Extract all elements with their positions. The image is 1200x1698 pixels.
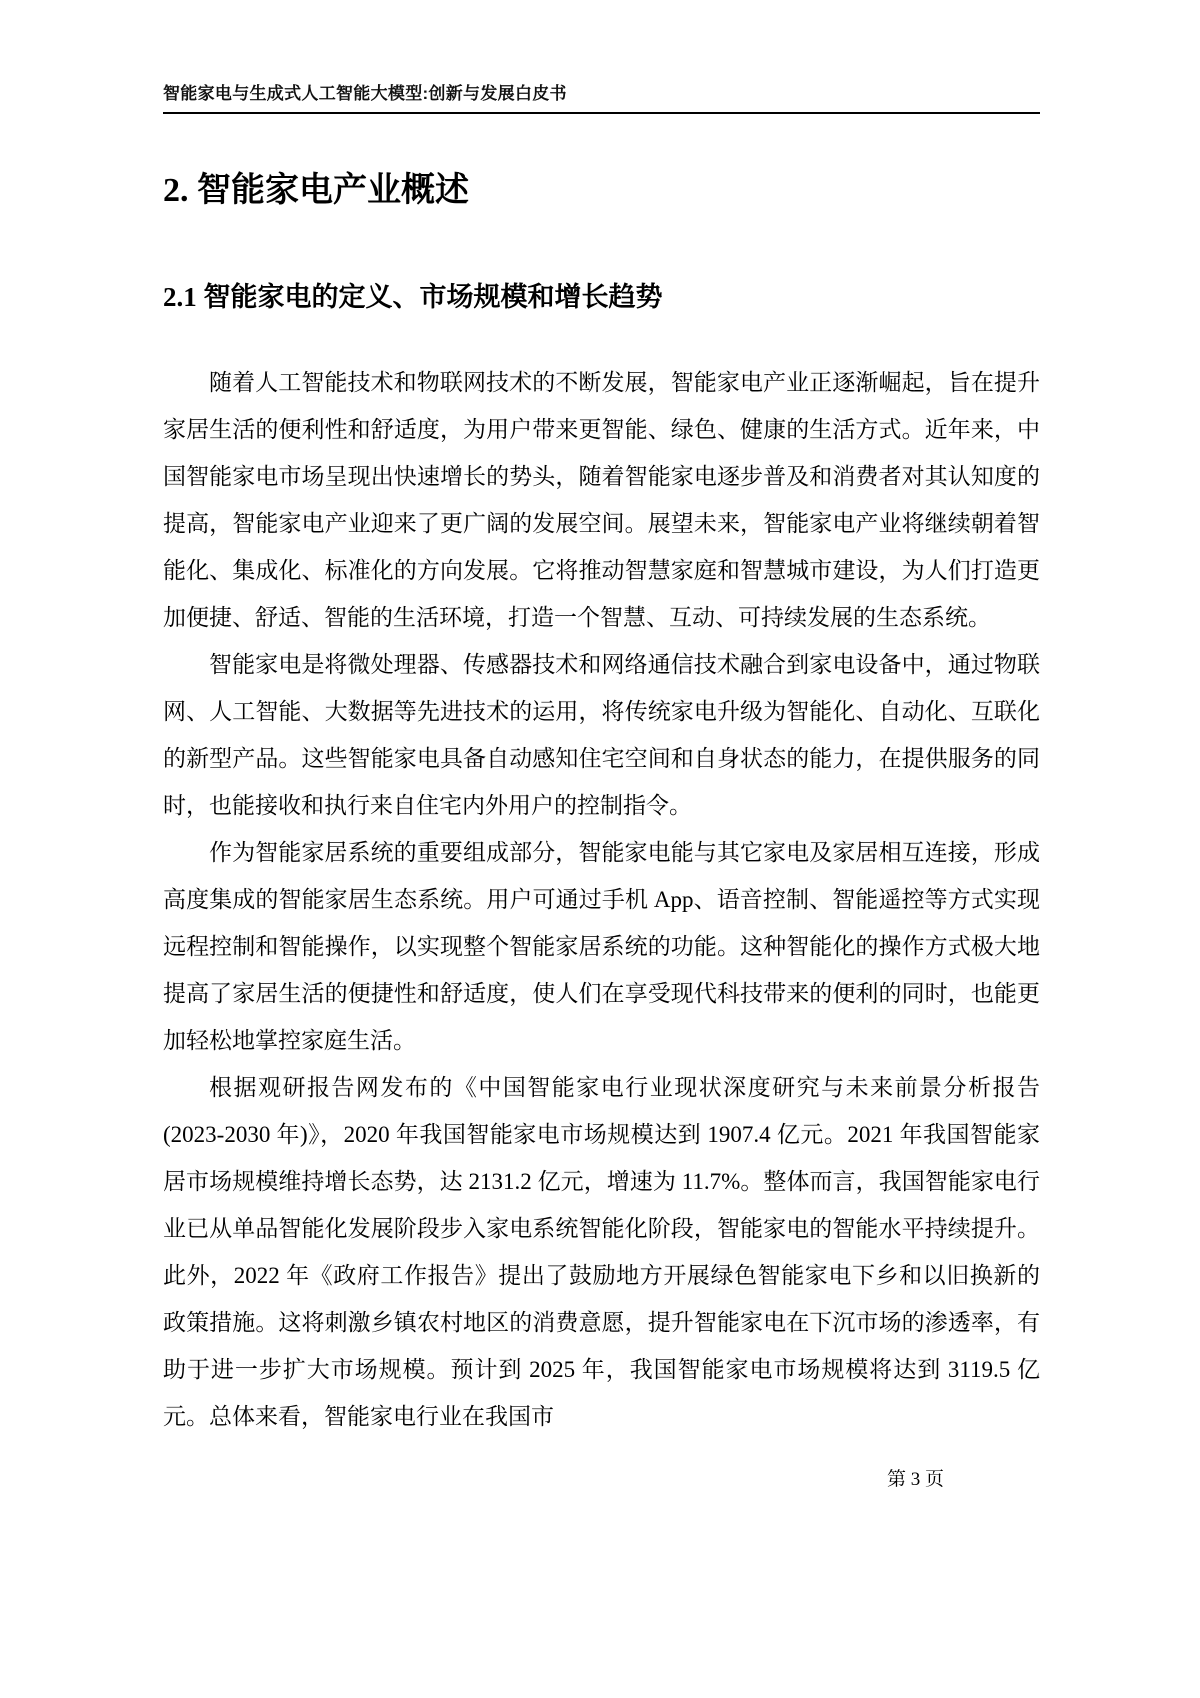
section-heading: 2. 智能家电产业概述 — [163, 172, 469, 210]
page-footer — [163, 1464, 1040, 1491]
running-header-title: 智能家电与生成式人工智能大模型:创新与发展白皮书 — [163, 84, 567, 103]
body-text — [163, 359, 1040, 1440]
paragraph-2: 智能家电是将微处理器、传感器技术和网络通信技术融合到家电设备中，通过物联网、人工智能、大数据等先进技术的运用，将传统家电升级为智能化、自动化、互联化的新型产品。这些智能家电具备自动感知住宅空间和自身状态的能力，在提供服务的同时，也能接收和执行来自住宅内外用户的控制指令。 — [163, 651, 1040, 818]
page-header — [163, 84, 1040, 114]
header-divider — [163, 112, 1040, 114]
paragraph-3: 作为智能家居系统的重要组成部分，智能家电能与其它家电及家居相互连接，形成高度集成的智能家居生态系统。用户可通过手机 App、语音控制、智能遥控等方式实现远程控制和智能操作，以实现整个智能家居系统的功能。这种智能化的操作方式极大地提高了家居生活的便捷性和舒适度，使人们在享受现代科技带来的便利的同时，也能更加轻松地掌控家庭生活。 — [163, 839, 1040, 1053]
subsection-heading: 2.1 智能家电的定义、市场规模和增长趋势 — [163, 281, 663, 312]
paragraph-1: 随着人工智能技术和物联网技术的不断发展，智能家电产业正逐渐崛起，旨在提升家居生活的便利性和舒适度，为用户带来更智能、绿色、健康的生活方式。近年来，中国智能家电市场呈现出快速增长的势头，随着智能家电逐步普及和消费者对其认知度的提高，智能家电产业迎来了更广阔的发展空间。展望未来，智能家电产业将继续朝着智能化、集成化、标准化的方向发展。它将推动智慧家庭和智慧城市建设，为人们打造更加便捷、舒适、智能的生活环境，打造一个智慧、互动、可持续发展的生态系统。 — [163, 369, 1040, 630]
page-number: 第 3 页 — [886, 1469, 944, 1490]
paragraph-4: 根据观研报告网发布的《中国智能家电行业现状深度研究与未来前景分析报告(2023-2030 年)》，2020 年我国智能家电市场规模达到 1907.4 亿元。2021 年我国智能家居市场规模维持增长态势，达 2131.2 亿元，增速为 11.7%。整体而言，我国智能家电行业已从单品智能化发展阶段步入家电系统智能化阶段，智能家电的智能水平持续提升。此外，2022 年《政府工作报告》提出了鼓励地方开展绿色智能家电下乡和以旧换新的政策措施。这将刺激乡镇农村地区的消费意愿，提升智能家电在下沉市场的渗透率，有助于进一步扩大市场规模。预计到 2025 年，我国智能家电市场规模将达到 3119.5 亿元。总体来看，智能家电行业在我国市 — [163, 1074, 1040, 1429]
